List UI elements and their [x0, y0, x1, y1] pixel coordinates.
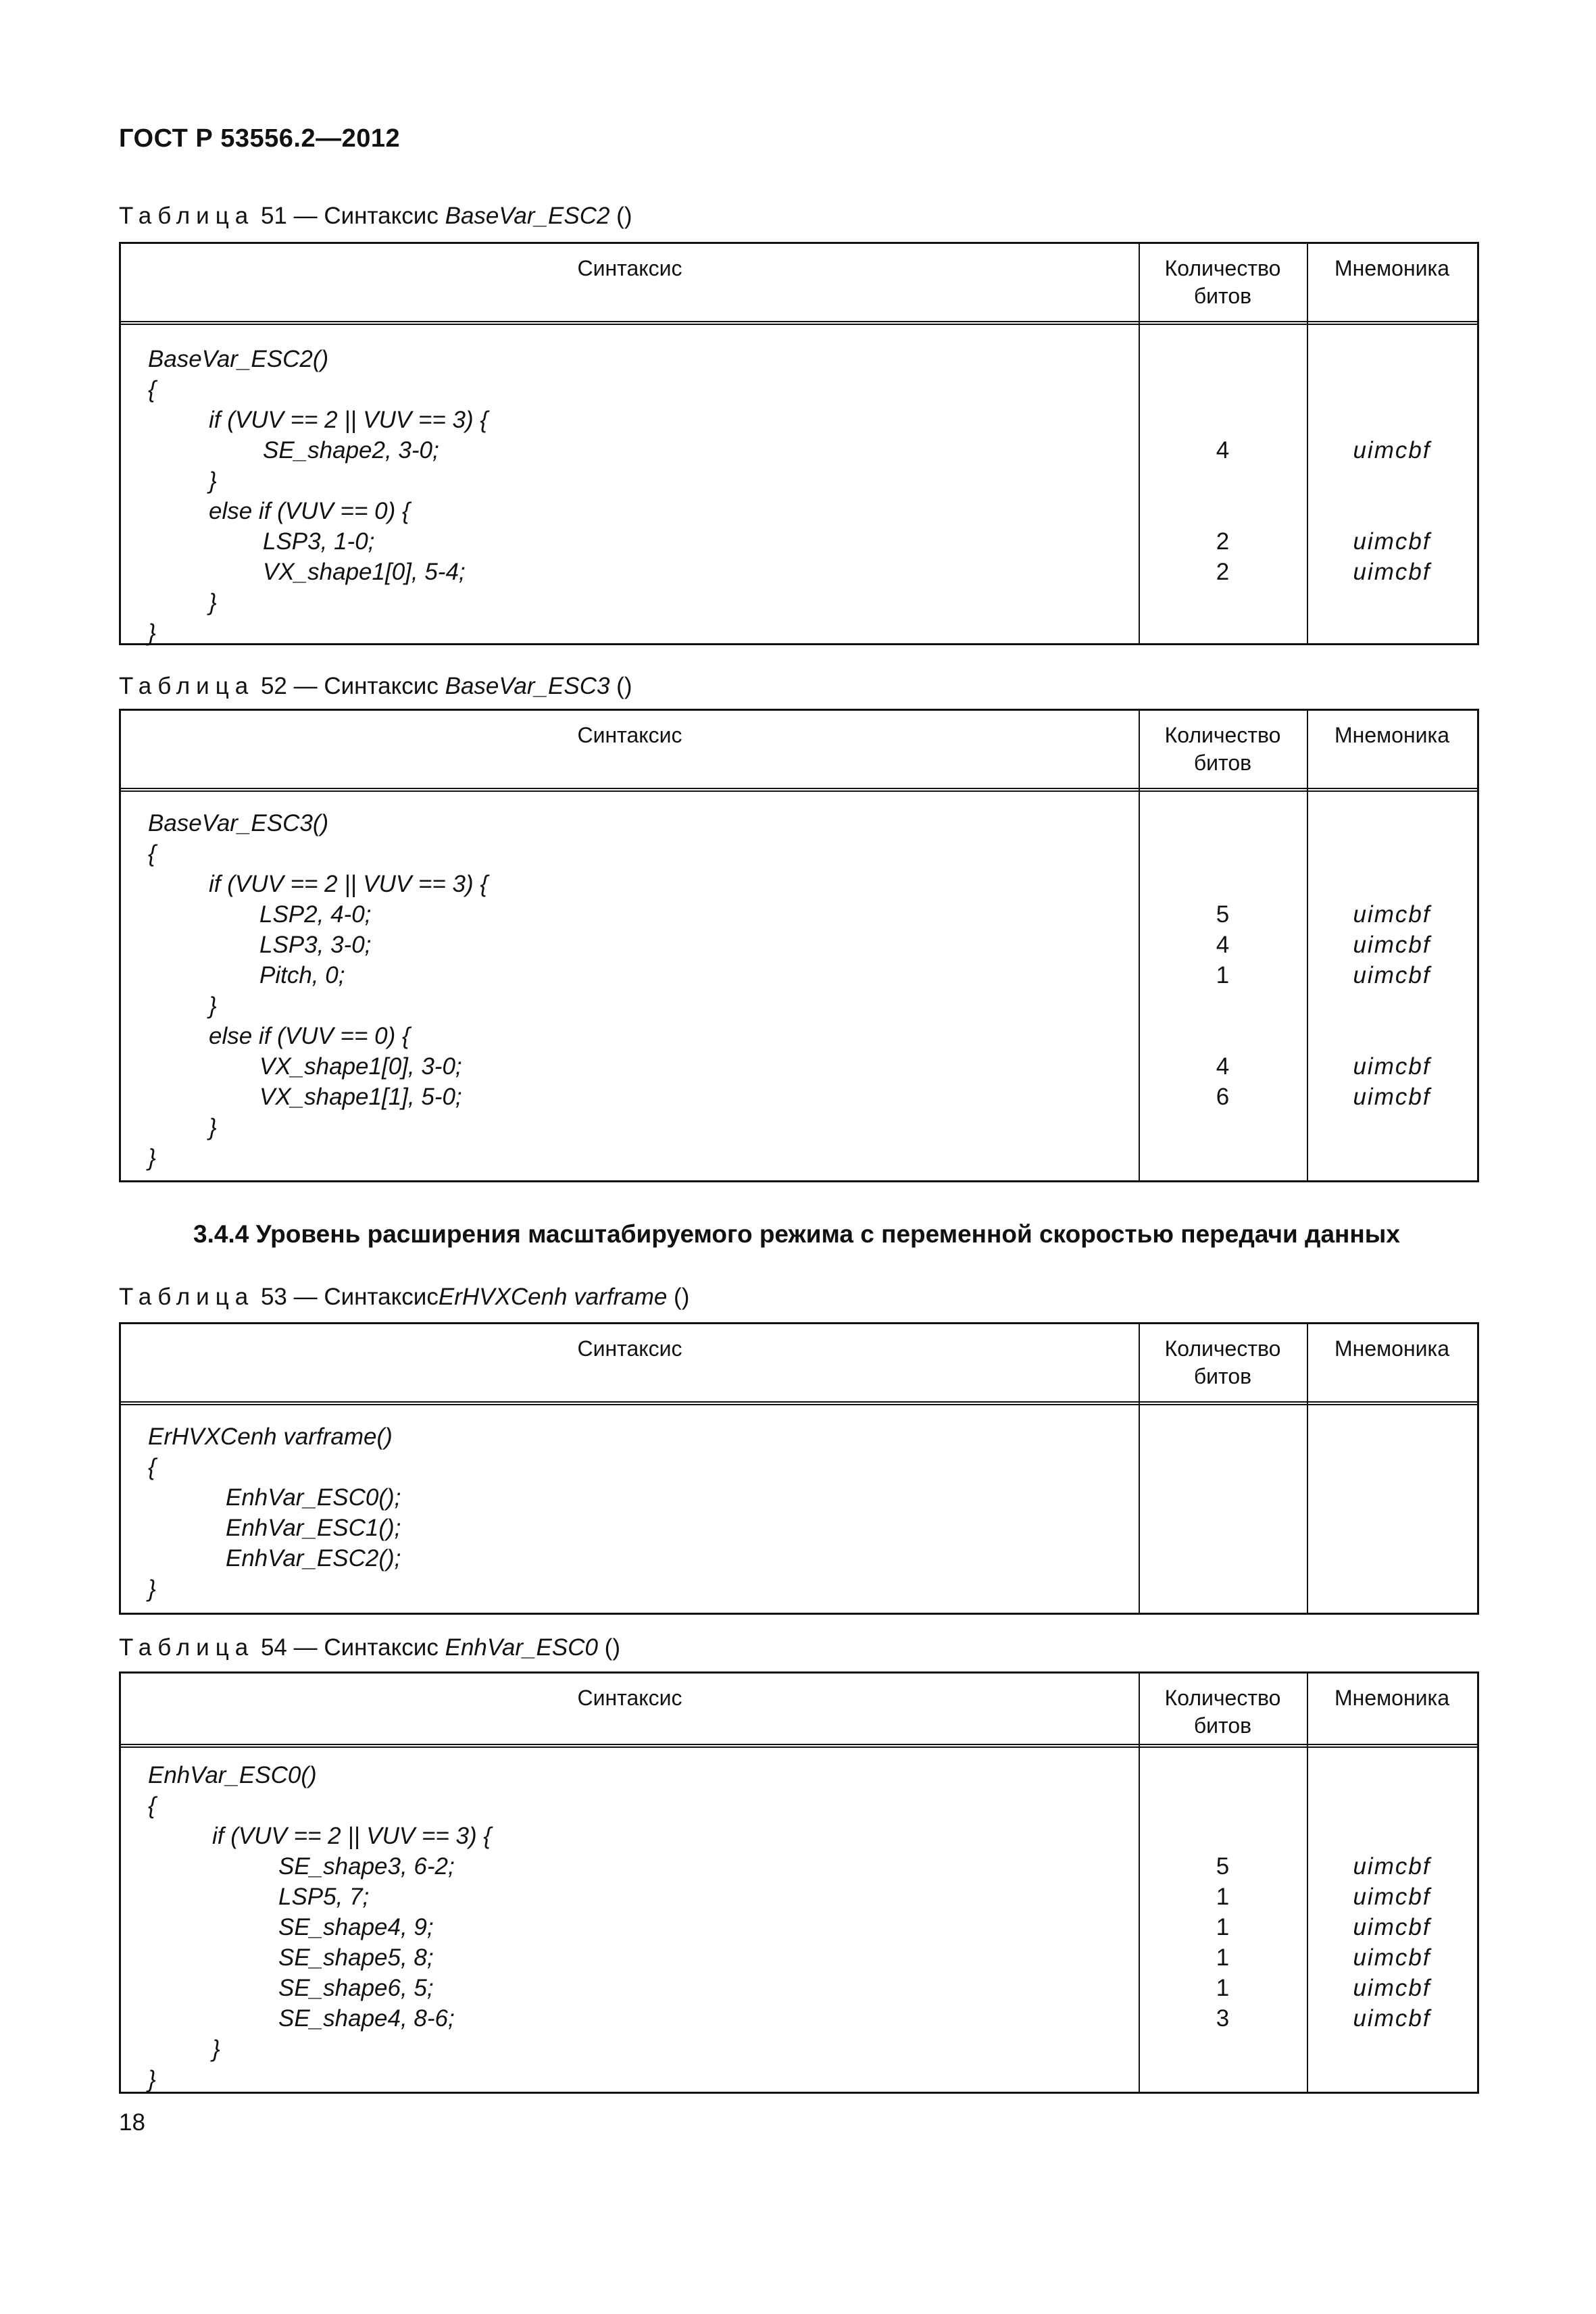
column-header-syntax: Синтаксис [577, 1686, 682, 1710]
syntax-cell: SE_shape4, 9; [278, 1914, 434, 1940]
column-header-mnemonic: Мнемоника [1335, 1686, 1449, 1710]
bits-cell: 4 [1216, 932, 1230, 958]
bits-cell: 1 [1216, 1914, 1230, 1940]
column-header-syntax: Синтаксис [577, 1336, 682, 1361]
bits-cell: 1 [1216, 1884, 1230, 1910]
table-51-header-row [121, 244, 1477, 325]
syntax-cell: VX_shape1[0], 3-0; [259, 1053, 462, 1080]
table-row [121, 1821, 1477, 1851]
table-row [121, 1142, 1477, 1173]
table-53-suffix: () [667, 1284, 690, 1310]
syntax-cell: LSP3, 1-0; [263, 528, 375, 555]
syntax-cell: LSP5, 7; [278, 1884, 370, 1910]
table-row [121, 808, 1477, 838]
mnemonic-cell: uimcbf [1353, 1853, 1431, 1880]
table-row [121, 1790, 1477, 1821]
column-header-bits: Количество битов [1164, 723, 1281, 775]
syntax-cell: { [148, 1454, 156, 1480]
table-row [121, 1574, 1477, 1604]
table-54-number: 54 — Синтаксис [260, 1634, 445, 1661]
table-54 [119, 1671, 1479, 2094]
mnemonic-cell: uimcbf [1353, 1944, 1431, 1971]
syntax-cell: SE_shape6, 5; [278, 1975, 434, 2001]
syntax-cell: } [148, 2066, 156, 2092]
mnemonic-cell: uimcbf [1353, 1053, 1431, 1080]
bits-cell: 1 [1216, 962, 1230, 988]
bits-cell: 4 [1216, 1053, 1230, 1080]
table-51 [119, 242, 1479, 645]
table-row [121, 1513, 1477, 1543]
table-row [121, 2003, 1477, 2034]
column-header-mnemonic: Мнемоника [1335, 256, 1449, 280]
mnemonic-cell: uimcbf [1353, 901, 1431, 928]
table-row [121, 838, 1477, 869]
syntax-cell: else if (VUV == 0) { [209, 1023, 410, 1049]
syntax-cell: } [148, 1576, 156, 1602]
table-row [121, 587, 1477, 618]
table-row [121, 960, 1477, 990]
section-heading: 3.4.4 Уровень расширения масштабируемого режима с переменной скоростью передачи данных [193, 1220, 1400, 1248]
mnemonic-cell: uimcbf [1353, 559, 1431, 585]
table-row [121, 1760, 1477, 1790]
table-53-number: 53 — Синтаксис [260, 1284, 439, 1310]
syntax-cell: BaseVar_ESC2() [148, 346, 329, 372]
syntax-cell: if (VUV == 2 || VUV == 3) { [212, 1823, 492, 1849]
table-row [121, 1452, 1477, 1482]
syntax-cell: LSP3, 3-0; [259, 932, 372, 958]
table-row [121, 374, 1477, 405]
syntax-cell: BaseVar_ESC3() [148, 810, 329, 836]
table-54-suffix: () [597, 1634, 620, 1661]
table-row [121, 1482, 1477, 1513]
column-header-mnemonic: Мнемоника [1335, 723, 1449, 747]
table-53 [119, 1322, 1479, 1615]
syntax-cell: } [209, 1114, 217, 1140]
table-row [121, 1973, 1477, 2003]
table-53-header-row [121, 1324, 1477, 1405]
mnemonic-cell: uimcbf [1353, 1084, 1431, 1110]
column-header-bits: Количество битов [1164, 1686, 1281, 1738]
table-row [121, 496, 1477, 526]
table-row [121, 1021, 1477, 1051]
mnemonic-cell: uimcbf [1353, 962, 1431, 988]
column-header-syntax: Синтаксис [577, 723, 682, 747]
column-header-bits: Количество битов [1164, 1336, 1281, 1388]
table-51-caption [119, 203, 632, 230]
table-52 [119, 709, 1479, 1182]
page-number: 18 [119, 2109, 145, 2136]
table-row [121, 526, 1477, 557]
syntax-cell: { [148, 840, 156, 867]
table-row [121, 930, 1477, 960]
table-54-label: Таблица [119, 1634, 255, 1661]
table-51-suffix: () [609, 203, 632, 229]
syntax-cell: VX_shape1[1], 5-0; [259, 1084, 462, 1110]
table-row [121, 1112, 1477, 1142]
table-52-header-row [121, 711, 1477, 792]
mnemonic-cell: uimcbf [1353, 437, 1431, 463]
table-row [121, 344, 1477, 374]
syntax-cell: EnhVar_ESC1(); [226, 1515, 401, 1541]
table-52-suffix: () [609, 673, 632, 699]
table-52-name: BaseVar_ESC3 [445, 673, 610, 699]
table-51-number: 51 — Синтаксис [260, 203, 445, 229]
syntax-cell: LSP2, 4-0; [259, 901, 372, 928]
table-row [121, 1851, 1477, 1882]
table-51-label: Таблица [119, 203, 255, 229]
mnemonic-cell: uimcbf [1353, 1914, 1431, 1940]
table-row [121, 435, 1477, 466]
table-row [121, 1051, 1477, 1082]
syntax-cell: VX_shape1[0], 5-4; [263, 559, 466, 585]
column-header-mnemonic: Мнемоника [1335, 1336, 1449, 1361]
syntax-cell: ErHVXCenh varframe() [148, 1424, 393, 1450]
syntax-cell: { [148, 376, 156, 403]
bits-cell: 5 [1216, 901, 1230, 928]
syntax-cell: } [148, 620, 156, 646]
table-row [121, 869, 1477, 899]
table-row [121, 557, 1477, 587]
bits-cell: 4 [1216, 437, 1230, 463]
bits-cell: 1 [1216, 1975, 1230, 2001]
column-header-bits: Количество битов [1164, 256, 1281, 308]
table-row [121, 1912, 1477, 1942]
syntax-cell: else if (VUV == 0) { [209, 498, 410, 524]
table-row [121, 2064, 1477, 2094]
syntax-cell: EnhVar_ESC2(); [226, 1545, 401, 1571]
table-row [121, 990, 1477, 1021]
table-row [121, 1543, 1477, 1574]
mnemonic-cell: uimcbf [1353, 932, 1431, 958]
mnemonic-cell: uimcbf [1353, 2005, 1431, 2032]
syntax-cell: } [209, 468, 217, 494]
table-52-caption [119, 673, 632, 700]
syntax-cell: Pitch, 0; [259, 962, 345, 988]
table-54-name: EnhVar_ESC0 [445, 1634, 598, 1661]
table-53-name: ErHVXCenh varframe [438, 1284, 668, 1310]
table-row [121, 1082, 1477, 1112]
table-row [121, 1882, 1477, 1912]
syntax-cell: } [209, 992, 217, 1019]
syntax-cell: EnhVar_ESC0() [148, 1762, 317, 1788]
syntax-cell: } [212, 2036, 220, 2062]
mnemonic-cell: uimcbf [1353, 1884, 1431, 1910]
column-header-syntax: Синтаксис [577, 256, 682, 280]
bits-cell: 3 [1216, 2005, 1230, 2032]
table-row [121, 1942, 1477, 1973]
syntax-cell: SE_shape3, 6-2; [278, 1853, 455, 1880]
syntax-cell: SE_shape4, 8-6; [278, 2005, 455, 2032]
syntax-cell: if (VUV == 2 || VUV == 3) { [209, 871, 489, 897]
table-52-label: Таблица [119, 673, 255, 699]
mnemonic-cell: uimcbf [1353, 1975, 1431, 2001]
syntax-cell: SE_shape5, 8; [278, 1944, 434, 1971]
table-row [121, 405, 1477, 435]
table-51-name: BaseVar_ESC2 [445, 203, 610, 229]
syntax-cell: { [148, 1792, 156, 1819]
table-row [121, 2034, 1477, 2064]
bits-cell: 6 [1216, 1084, 1230, 1110]
table-row [121, 1422, 1477, 1452]
syntax-cell: } [209, 589, 217, 615]
bits-cell: 5 [1216, 1853, 1230, 1880]
table-row [121, 618, 1477, 648]
syntax-cell: if (VUV == 2 || VUV == 3) { [209, 407, 489, 433]
table-row [121, 466, 1477, 496]
table-54-header-row [121, 1674, 1477, 1748]
table-52-number: 52 — Синтаксис [260, 673, 445, 699]
syntax-cell: } [148, 1145, 156, 1171]
bits-cell: 2 [1216, 559, 1230, 585]
bits-cell: 1 [1216, 1944, 1230, 1971]
table-53-caption [119, 1284, 689, 1311]
syntax-cell: SE_shape2, 3-0; [263, 437, 439, 463]
table-54-caption [119, 1634, 620, 1661]
table-53-label: Таблица [119, 1284, 255, 1310]
document-header: ГОСТ Р 53556.2—2012 [119, 124, 401, 153]
bits-cell: 2 [1216, 528, 1230, 555]
mnemonic-cell: uimcbf [1353, 528, 1431, 555]
syntax-cell: EnhVar_ESC0(); [226, 1484, 401, 1511]
table-row [121, 899, 1477, 930]
